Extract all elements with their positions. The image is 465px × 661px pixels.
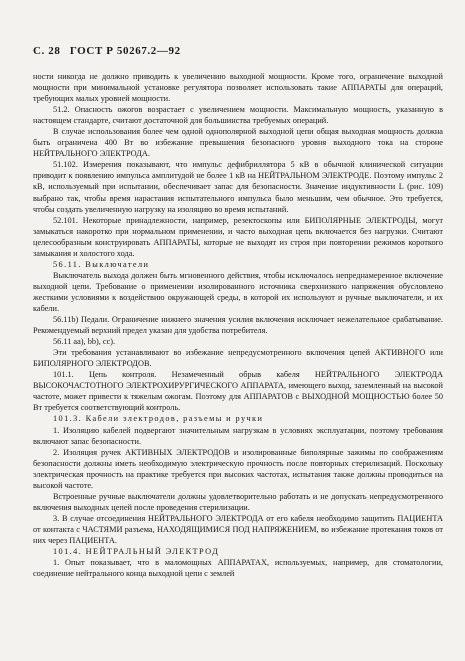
paragraph: 3. В случае отсоединения НЕЙТРАЛЬНОГО ЭЛЕКТРОДА от его кабеля необходимо защитить ПАЦИЕНТА от контакта с ЧАСТЯМИ разъема, НАХОДЯЩИМИСЯ ПОД НАПРЯЖЕНИЕМ, во избежание протекания токов от них через ПАЦИЕНТА.	[33, 513, 443, 545]
paragraph: 51.2. Опасность ожогов возрастает с увеличением мощности. Максимальную мощность, указанную в настоящем стандарте, считают достаточной для большинства требуемых операций.	[33, 105, 443, 126]
section-heading: 101.3. Кабели электродов, разъемы и ручки	[53, 414, 264, 424]
paragraph: 101.1. Цепь контроля. Незамеченный обрыв кабеля НЕЙТРАЛЬНОГО ЭЛЕКТРОДА ВЫСОКОЧАСТОТНОГО ЭЛЕКТРОХИРУРГИЧЕСКОГО АППАРАТА, имеющего выход, заземленный на высокой частоте, может привести к тяжелым ожогам. Поэтому для АППАРАТОВ с ВЫХОДНОЙ МОЩНОСТЬЮ более 50 Вт требуется соответствующий контроль.	[33, 370, 443, 413]
paragraph: 1. Изоляцию кабелей подвергают значительным нагрузкам в условиях эксплуатации, поэтому требования включают запас безопасности.	[33, 425, 443, 446]
paragraph: 56.11 аа), bb), сс).	[53, 337, 116, 347]
paragraph: 52.101. Некоторые принадлежности, например, резектоскопы или БИПОЛЯРНЫЕ ЭЛЕКТРОДЫ, могут замыкаться накоротко при нормальном применении, и часто выходная цепь включается без нагрузки. Считают целесообразным конструировать АППАРАТЫ, которые не выходят из строя при повторении режимов короткого замыкания и холостого хода.	[33, 215, 443, 258]
paragraph: ности никогда не должно приводить к увеличению выходной мощности. Кроме того, ограничение выходной мощности при минимальной установке регулятора позволяет использовать такие АППАРАТЫ для операций, требующих малых уровней мощности.	[33, 72, 443, 104]
page-number: С. 28	[33, 45, 61, 57]
paragraph: 1. Опыт показывает, что в маломощных АППАРАТАХ, используемых, например, для стоматологии, соединение нейтрального конца выходной цепи с землей	[33, 558, 443, 579]
document-body	[33, 71, 443, 579]
paragraph: Эти требования устанавливают во избежание непредусмотренного включения цепей АКТИВНОГО или БИПОЛЯРНОГО ЭЛЕКТРОДОВ.	[33, 348, 443, 369]
section-heading: 56.11. Выключатели	[53, 259, 150, 269]
paragraph: Выключатель выхода должен быть мгновенного действия, чтобы исключалось непреднамеренное включение выходной цепи. Требование о применении изолированного источника сверхнизкого напряжения обусловлено жесткими условиями к воздействию окружающей среды, в которой их используют и ручные выключатели, и их кабели.	[33, 270, 443, 313]
page-header	[33, 45, 187, 57]
standard-designation: ГОСТ Р 50267.2—92	[69, 45, 181, 57]
paragraph: 56.11b) Педали. Ограничение нижнего значения усилия включения исключает нежелательное срабатывание. Рекомендуемый верхний предел указан для удобства потребителя.	[33, 315, 443, 336]
paragraph: В случае использования более чем одной однополярной выходной цепи общая выходная мощность должна быть ограничена 400 Вт во избежание превышения безопасного уровня выходного тока на стороне НЕЙТРАЛЬНОГО ЭЛЕКТРОДА.	[33, 127, 443, 159]
paragraph: Встроенные ручные выключатели должны удовлетворительно работать и не допускать непредусмотренного включения выходных цепей после проведения стерилизации.	[33, 491, 443, 512]
section-heading: 101.4. НЕЙТРАЛЬНЫЙ ЭЛЕКТРОД	[53, 547, 220, 557]
paragraph: 51.102. Измерения показывают, что импульс дефибриллятора 5 кВ в обычной клинической ситуации приводит к появлению импульса амплитудой не более 1 кВ на НЕЙТРАЛЬНОМ ЭЛЕКТРОДЕ. Поэтому импульс 2 кВ, используемый при испытании, обеспечивает запас для безопасности. Значение индуктивности L (рис. 109) выбрано так, чтобы время нарастания испытательного импульса было меньшим, чем обычное. Это требуется, чтобы создать увеличенную нагрузку на изоляцию во время испытаний.	[33, 160, 443, 214]
paragraph: 2. Изоляция ручек АКТИВНЫХ ЭЛЕКТРОДОВ и изолированные биполярные зажимы по соображениям безопасности должны иметь необходимую электрическую прочность после повторных стерилизаций. Поскольку электрическая прочность на практике требуется при высоких частотах, испытания также должны проводиться на высокой частоте.	[33, 447, 443, 490]
